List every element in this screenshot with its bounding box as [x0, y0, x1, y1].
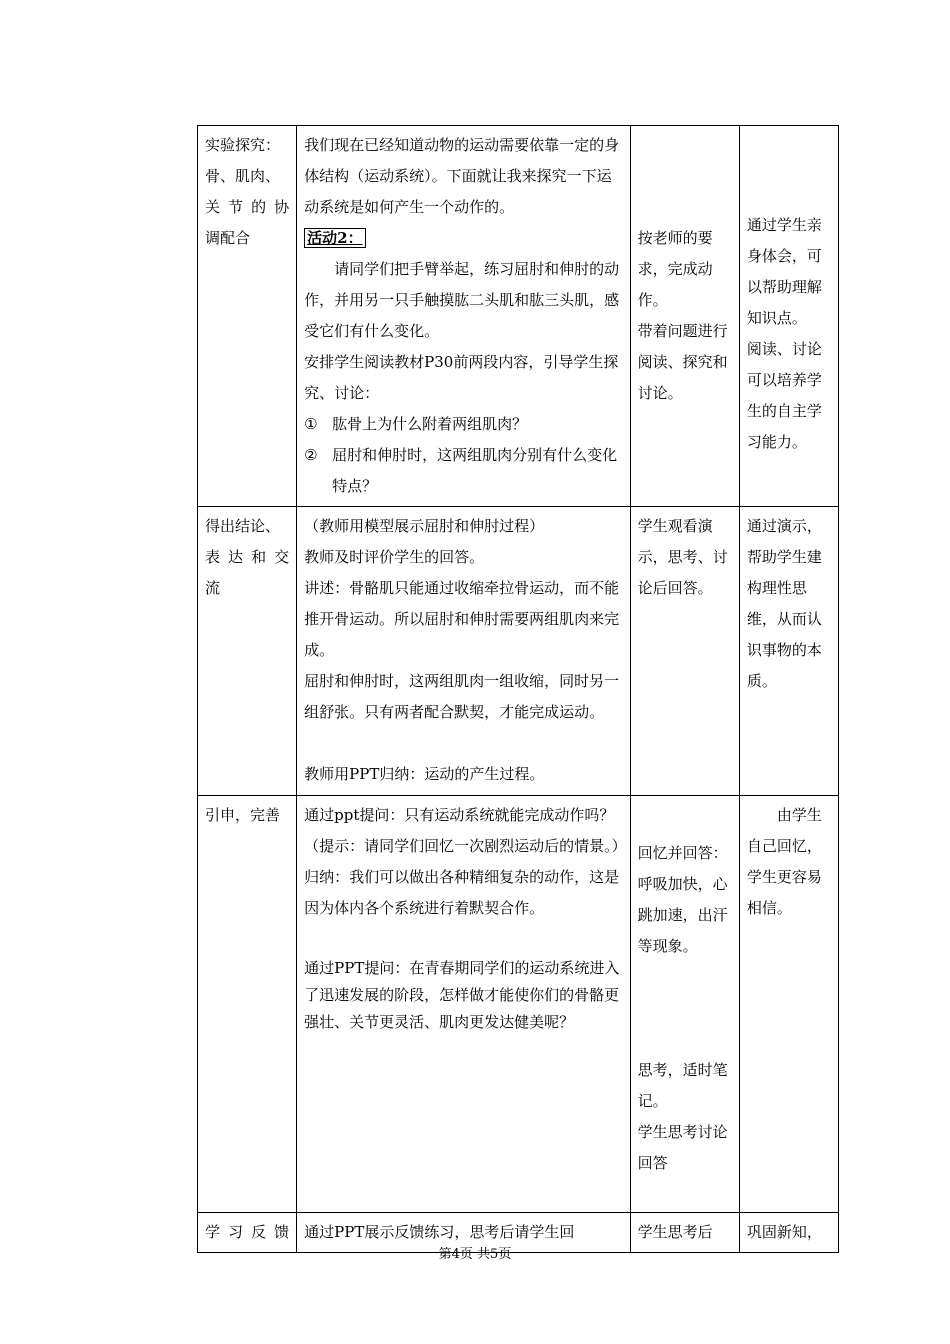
- teacher-text: 通过PPT展示反馈练习，思考后请学生回: [304, 1223, 575, 1241]
- stage-line: 得出结论、: [205, 517, 281, 535]
- student-text: 思考，适时笔记。: [637, 1061, 728, 1110]
- table-row: [198, 796, 839, 1213]
- teacher-text: [304, 924, 623, 955]
- design-intent-cell: [739, 507, 838, 796]
- stage-line: 实验探究：: [205, 136, 281, 154]
- teacher-activity-cell: [297, 507, 631, 796]
- teacher-activity-cell: [297, 796, 631, 1213]
- student-text: 带着问题进行阅读、探究和讨论。: [637, 322, 728, 402]
- intent-text: 巩固新知，: [746, 1223, 822, 1241]
- teacher-activity-cell: [297, 126, 631, 507]
- teacher-text: 讲述：骨骼肌只能通过收缩牵拉骨运动，而不能推开骨运动。所以屈肘和伸肘需要两组肌肉来完成。: [304, 579, 620, 659]
- stage-line: 骨、肌肉、: [205, 167, 281, 185]
- stage-cell: [198, 126, 297, 507]
- stage-line: 学习反馈: [205, 1223, 290, 1241]
- student-activity-cell: [630, 126, 739, 507]
- student-activity-cell: [630, 796, 739, 1213]
- activity-text: 请同学们把手臂举起，练习屈肘和伸肘的动作，并用另一只手触摸肱二头肌和肱三头肌，感受它们有什么变化。: [304, 260, 620, 340]
- teacher-text: （教师用模型展示屈肘和伸肘过程）: [304, 517, 545, 535]
- student-activity-cell: [630, 507, 739, 796]
- reading-instruction: 安排学生阅读教材P30前两段内容，引导学生探究、讨论：: [304, 353, 619, 402]
- design-intent-cell: [739, 796, 838, 1213]
- intent-text: 由学生自己回忆，学生更容易相信。: [746, 806, 822, 917]
- teacher-text: 通过PPT提问：在青春期同学们的运动系统进入了迅速发展的阶段，怎样做才能使你们的骨骼更强壮、关节更灵活、肌肉更发达健美呢？: [304, 959, 620, 1031]
- design-intent-cell: [739, 126, 838, 507]
- intent-text: 通过学生亲身体会，可以帮助理解知识点。: [746, 216, 822, 327]
- teacher-text: 教师及时评价学生的回答。: [304, 548, 485, 566]
- intent-text: 阅读、讨论可以培养学生的自主学习能力。: [746, 340, 822, 451]
- teacher-text: 教师用PPT归纳：运动的产生过程。: [304, 765, 545, 783]
- stage-line: 关节的协: [205, 198, 290, 216]
- question-number: ①: [304, 415, 318, 433]
- intro-text: 我们现在已经知道动物的运动需要依靠一定的身体结构（运动系统）。下面就让我来探究一下运动系统是如何产生一个动作的。: [304, 136, 620, 216]
- question-number: ②: [304, 446, 318, 464]
- stage-line: 引申，完善: [205, 806, 281, 824]
- teacher-text: 屈肘和伸肘时，这两组肌肉一组收缩，同时另一组舒张。只有两者配合默契，才能完成运动。: [304, 672, 620, 721]
- student-text: 学生思考讨论回答: [637, 1123, 728, 1172]
- activity-label: 活动2：: [304, 228, 365, 248]
- student-text: 回忆并回答：呼吸加快，心跳加速，出汗等现象。: [637, 844, 728, 955]
- question-item: [304, 409, 623, 440]
- teacher-text: [304, 728, 623, 759]
- teacher-text: 归纳：我们可以做出各种精细复杂的动作，这是因为体内各个系统进行着默契合作。: [304, 868, 620, 917]
- stage-line: 表达和交: [205, 548, 290, 566]
- stage-line: 流: [205, 579, 221, 597]
- question-text: 屈肘和伸肘时，这两组肌肉分别有什么变化特点？: [332, 446, 618, 495]
- page-footer: 第4页 共5页: [438, 1247, 512, 1262]
- intent-text: 通过演示，帮助学生建构理性思维，从而认识事物的本质。: [746, 517, 822, 690]
- student-text: 学生思考后: [637, 1223, 713, 1241]
- table-row: [198, 126, 839, 507]
- stage-cell: [198, 507, 297, 796]
- question-item: [304, 440, 623, 502]
- table-row: [198, 507, 839, 796]
- teacher-text: 通过ppt提问：只有运动系统就能完成动作吗？: [304, 806, 615, 824]
- student-text: 按老师的要求，完成动作。: [637, 229, 713, 309]
- student-text: 学生观看演示，思考、讨论后回答。: [637, 517, 728, 597]
- question-text: 肱骨上为什么附着两组肌肉？: [332, 415, 528, 433]
- stage-line: 调配合: [205, 229, 251, 247]
- lesson-plan-table: [197, 125, 839, 1253]
- teacher-text: （提示：请同学们回忆一次剧烈运动后的情景。）: [304, 837, 627, 855]
- stage-cell: [198, 796, 297, 1213]
